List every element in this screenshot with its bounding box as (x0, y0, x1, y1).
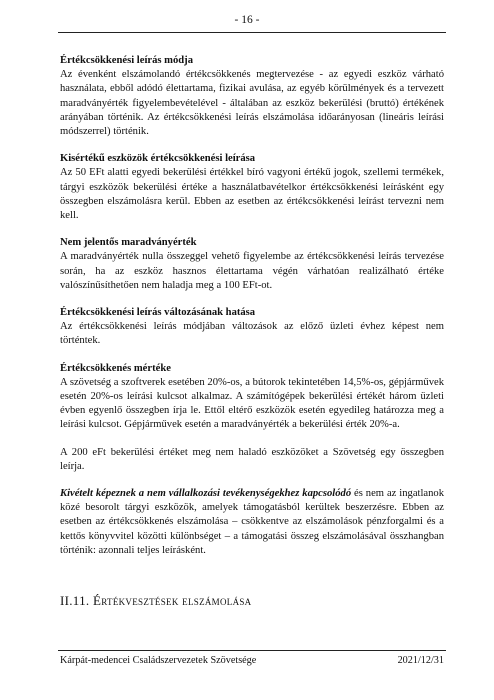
section-body: Az 50 EFt alatti egyedi bekerülési értékkel bíró vagyoni értékű jogok, szellemi termékek, tárgyi eszközök bekerülési értéke a használatbavételkor értékcsökkenési leírásként egy összegben elszámolásra kerül. Ebben az esetben az értékcsökkenési leírást tervezni nem kell. (60, 167, 444, 222)
section-change-effect (60, 306, 444, 349)
chapter-heading (60, 593, 251, 609)
section-low-value-assets (60, 152, 444, 223)
section-title: Nem jelentős maradványérték (60, 237, 197, 249)
section-body: Az értékcsökkenési leírás módjában változások az előző üzleti évhez képest nem történtek. (60, 321, 444, 347)
chapter-number: II.11. (60, 593, 94, 608)
paragraph-200-eft: A 200 eFt bekerülési értéket meg nem haladó eszközöket a Szövetség egy összegben leírja. (60, 446, 444, 472)
exception-lead: Kivételt képeznek a nem vállalkozási tevékenységekhez kapcsolódó (60, 488, 352, 500)
section-title: Kisértékű eszközök értékcsökkenési leírása (60, 153, 256, 165)
chapter-title: Értékvesztések elszámolása (93, 593, 252, 608)
section-body: A maradványérték nulla összeggel vehető figyelembe az értékcsökkenési leírás tervezése során, ha az eszköz hasznos élettartama végén várhatóan realizálható értéke valószínűsíthetően nem haladja meg a 100 EFt-ot. (60, 251, 444, 291)
section-title: Értékcsökkenési leírás módja (60, 55, 194, 66)
exception-rest: és nem az ingatlanok közé besorolt tárgyi eszközök, amelyek támogatásból kerültek beszerzésre. Ebben az esetben az értékcsökkenés elszámolása – csökkentve az elszámolások pénzforgalmi és a kettős könyvvitel közötti különbséget – a támogatási összeg elszámolásával összhangban történik: azonnali teljes leírásként. (60, 488, 445, 556)
header-divider (58, 32, 446, 33)
section-title: Értékcsökkenési leírás változásának hatása (60, 307, 256, 319)
section-depreciation-method (60, 54, 444, 139)
section-body: A szövetség a szoftverek esetében 20%-os, a bútorok tekintetében 14,5%-os, gépjárművek esetén 20%-os leírási kulcsot alkalmaz. A számítógépek bekerülési értékét három üzleti évben egyenlő összegben írja le. Ettől eltérő eszközök esetén egyedileg határozza meg a leírási kulcsot. Gépjárművek esetén a maradványérték a bekerülési érték 20%-a. (60, 376, 444, 431)
section-body: Az évenként elszámolandó értékcsökkenés megtervezése - az egyedi eszköz várható használata, ebből adódó élettartama, fizikai avulása, az egyéb körülmények és a tervezett maradványérték figyelembevételével - általában az eszköz bekerülési (bruttó) értékének arányában történik. Az értékcsökkenési leírás elszámolása időarányosan (lineáris leírási módszerrel) történik. (60, 69, 444, 138)
paragraph-exception (60, 487, 444, 558)
page-number: - 16 - (234, 14, 260, 26)
section-title: Értékcsökkenés mértéke (60, 362, 171, 374)
section-exception (60, 487, 444, 558)
footer-organization: Kárpát-medencei Családszervezetek Szövetsége (60, 655, 257, 666)
page-content (60, 54, 444, 571)
section-residual-value (60, 236, 444, 293)
footer-date: 2021/12/31 (397, 655, 444, 666)
section-depreciation-rate (60, 362, 444, 433)
section-200-eft (60, 446, 444, 474)
footer-divider (58, 650, 446, 651)
